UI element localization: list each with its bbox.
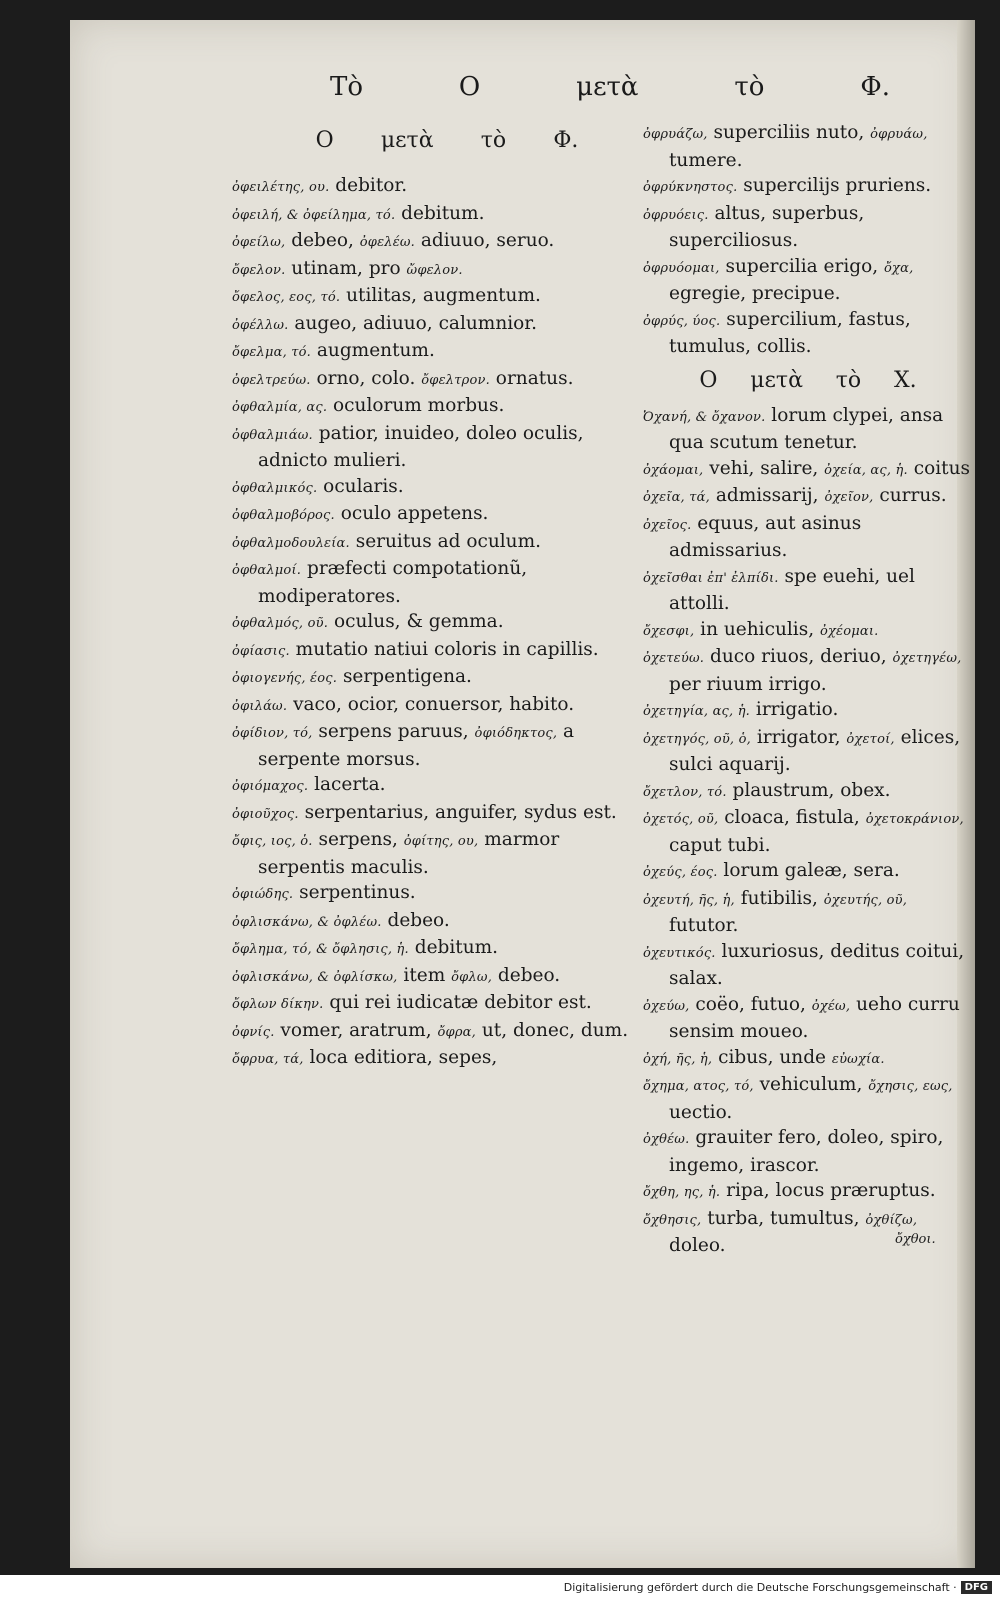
heading-word: μετὰ — [380, 128, 434, 153]
latin-gloss: qui rei iudicatæ debitor est. — [323, 992, 592, 1013]
latin-gloss: ueho curru sensim moueo. — [669, 993, 960, 1042]
latin-gloss: duco riuos, deriuo, — [704, 646, 893, 667]
greek-headword: ὄφλω, — [451, 969, 493, 985]
latin-gloss: cloaca, fistula, — [718, 807, 866, 828]
latin-gloss: equus, aut asinus admissarius. — [669, 512, 862, 561]
greek-headword: ὄφλων δίκην. — [232, 997, 324, 1012]
right-column — [643, 120, 973, 1259]
latin-gloss: debitum. — [395, 202, 485, 224]
running-head-word: Φ. — [860, 72, 890, 102]
latin-gloss: oculorum morbus. — [327, 395, 505, 416]
latin-gloss: fututor. — [669, 915, 739, 936]
latin-gloss: ut, donec, dum. — [475, 1019, 629, 1041]
greek-headword: ὀφθαλμία, ας. — [232, 400, 328, 415]
dictionary-entry — [232, 529, 632, 557]
latin-gloss: serpentarius, anguifer, sydus est. — [298, 801, 617, 823]
greek-headword: ὀφίασις. — [232, 643, 290, 659]
greek-headword: ὀχέω, — [811, 998, 851, 1014]
dictionary-entry — [643, 644, 973, 697]
dictionary-entry — [232, 692, 632, 720]
greek-headword: ὀφθαλμοδουλεία. — [232, 535, 350, 551]
latin-gloss: altus, superbus, superciliosus. — [669, 202, 865, 251]
latin-gloss: supercilium, fastus, tumulus, collis. — [669, 308, 911, 357]
latin-gloss: per riuum irrigo. — [669, 673, 827, 695]
greek-headword: ὀφιοῦχος. — [232, 806, 299, 822]
latin-gloss: vaco, ocior, conuersor, habito. — [287, 693, 575, 715]
dictionary-entry — [232, 772, 632, 800]
latin-gloss: uectio. — [669, 1101, 733, 1123]
dictionary-entry — [232, 256, 632, 284]
latin-gloss: debitum. — [408, 937, 499, 958]
greek-headword: ὀχεῖα, τά, — [643, 490, 710, 505]
running-head-word: Ο — [458, 72, 481, 102]
latin-gloss: coëo, futuo, — [689, 993, 812, 1015]
greek-headword: ὀχετοκράνιον, — [865, 812, 964, 827]
greek-headword: ὀχθίζω, — [865, 1212, 918, 1228]
right-entry-list-bottom — [643, 403, 973, 1259]
heading-word: Φ. — [553, 128, 579, 153]
greek-headword: ὀχεύς, έος. — [643, 865, 718, 880]
footer-bar — [0, 1575, 1000, 1599]
heading-word: Χ. — [893, 367, 917, 393]
greek-headword: ὀφρύκνηστος. — [643, 180, 738, 195]
dictionary-entry — [643, 617, 973, 645]
greek-headword: ὀφθαλμός, οῦ. — [232, 616, 329, 631]
greek-headword: ὀφίτης, ου, — [403, 834, 479, 849]
dictionary-entry — [232, 421, 632, 474]
latin-gloss: loca editiora, sepes, — [303, 1047, 498, 1068]
latin-gloss: orno, colo. — [310, 367, 422, 389]
latin-gloss: debeo. — [492, 964, 561, 986]
latin-gloss: coitus — [907, 457, 970, 479]
dictionary-entry — [643, 120, 973, 173]
greek-headword: ὄφελον. — [232, 262, 286, 278]
latin-gloss: ornatus. — [489, 367, 574, 389]
latin-gloss: supercilijs pruriens. — [737, 175, 932, 196]
dictionary-entry — [643, 307, 973, 360]
greek-headword: ὀφέλλω. — [232, 317, 289, 333]
greek-headword: ὀφείλω, — [232, 235, 286, 250]
dictionary-entry — [232, 366, 632, 394]
greek-headword: ὀφθαλμιάω. — [232, 427, 313, 443]
greek-headword: εὐωχία. — [831, 1051, 885, 1067]
latin-gloss: irrigatio. — [750, 699, 839, 720]
greek-headword: ὄφελτρον. — [421, 372, 490, 388]
greek-headword: ὀχετοί, — [846, 731, 895, 747]
dictionary-entry — [643, 697, 973, 725]
dictionary-entry — [232, 311, 632, 339]
greek-headword: ὀχέομαι. — [819, 623, 879, 639]
dictionary-entry — [232, 880, 632, 908]
latin-gloss: currus. — [873, 485, 947, 506]
latin-gloss: superciliis nuto, — [707, 122, 871, 143]
dictionary-entry — [232, 173, 632, 201]
greek-headword: ὀφνίς. — [232, 1024, 275, 1040]
latin-gloss: vehiculum, — [753, 1074, 869, 1095]
dictionary-entry — [232, 556, 632, 609]
greek-headword: ὄφρυα, τά, — [232, 1052, 304, 1067]
dictionary-entry — [643, 564, 973, 617]
dictionary-entry — [232, 963, 632, 991]
greek-headword: ὄχησις, εως, — [868, 1079, 953, 1094]
dictionary-entry — [232, 474, 632, 502]
greek-headword: ὄχθη, ης, ἡ. — [643, 1185, 721, 1200]
greek-headword: ὀχή, ῆς, ἡ, — [643, 1051, 713, 1067]
greek-headword: ὀφθαλμοβόρος. — [232, 508, 335, 523]
dictionary-entry — [643, 778, 973, 806]
dfg-logo: DFG — [961, 1581, 992, 1594]
dictionary-entry — [232, 228, 632, 256]
greek-headword: ὀφιόδηκτος, — [474, 726, 558, 741]
latin-gloss: grauiter fero, doleo, spiro, ingemo, irascor. — [669, 1127, 944, 1176]
latin-gloss: admissarij, — [709, 485, 825, 506]
latin-gloss: præfecti compotationũ, modiperatores. — [258, 558, 528, 607]
heading-word: Ο — [699, 367, 718, 393]
running-head — [330, 72, 890, 102]
dictionary-entry — [232, 827, 632, 880]
greek-headword: ὀφειλέτης, ου. — [232, 180, 330, 195]
dictionary-entry — [643, 254, 973, 307]
heading-word: τὸ — [480, 128, 507, 153]
latin-gloss: utinam, pro — [285, 257, 407, 279]
dictionary-entry — [232, 664, 632, 692]
dictionary-entry — [232, 908, 632, 936]
greek-headword: ὄφελος, εος, τό. — [232, 290, 341, 305]
left-column — [232, 120, 632, 1073]
greek-headword: ὀφθαλμικός. — [232, 480, 318, 496]
latin-gloss: seruitus ad oculum. — [349, 530, 541, 552]
greek-headword: ὄφις, ιος, ὁ. — [232, 834, 313, 849]
greek-headword: ὀχετεύω. — [643, 651, 705, 666]
greek-headword: ὀφλισκάνω, & ὀφλίσκω, — [232, 969, 398, 985]
latin-gloss: lacerta. — [308, 774, 386, 795]
latin-gloss: in uehiculis, — [694, 618, 820, 640]
heading-word: Ο — [315, 128, 334, 153]
greek-headword: ὀχετηγός, οῦ, ὁ, — [643, 731, 751, 747]
greek-headword: ὀφειλή, & ὀφείλημα, τό. — [232, 207, 396, 223]
greek-headword: ὀφρύς, ύος. — [643, 313, 721, 329]
latin-gloss: vehi, salire, — [703, 457, 825, 479]
latin-gloss: serpentigena. — [337, 666, 472, 687]
dictionary-entry — [643, 992, 973, 1045]
dictionary-entry — [232, 990, 632, 1018]
latin-gloss: oculus, & gemma. — [328, 611, 504, 632]
greek-headword: ὀχεία, ας, ἡ. — [824, 462, 908, 478]
latin-gloss: a serpente morsus. — [258, 721, 575, 770]
section-heading-chi — [643, 368, 973, 393]
latin-gloss: debeo, — [285, 230, 360, 251]
heading-word: μετὰ — [750, 367, 803, 393]
dictionary-entry — [643, 483, 973, 511]
dictionary-entry — [232, 201, 632, 229]
dictionary-entry — [643, 1072, 973, 1125]
dictionary-entry — [643, 511, 973, 564]
latin-gloss: debitor. — [329, 175, 408, 196]
latin-gloss: egregie, precipue. — [669, 283, 841, 304]
greek-headword: ὀφρυόομαι, — [643, 260, 720, 276]
greek-headword: ὀχετηγία, ας, ἡ. — [643, 704, 751, 719]
latin-gloss: tumere. — [669, 149, 743, 171]
dictionary-entry — [643, 1045, 973, 1073]
greek-headword: ὀφρυόεις. — [643, 207, 709, 223]
greek-headword: ὀχετηγέω, — [892, 651, 962, 666]
latin-gloss: lorum clypei, ansa qua scutum tenetur. — [669, 404, 944, 453]
dictionary-entry — [232, 1045, 632, 1073]
dictionary-entry — [643, 1125, 973, 1178]
latin-gloss: lorum galeæ, sera. — [717, 860, 900, 881]
latin-gloss: spe euehi, uel attolli. — [669, 565, 915, 614]
catchword: ὄχθοι. — [895, 1232, 936, 1247]
dictionary-entry — [643, 456, 973, 484]
right-entry-list-top — [643, 120, 973, 360]
dictionary-entry — [643, 805, 973, 858]
latin-gloss: caput tubi. — [669, 834, 771, 856]
greek-headword: ὄχα, — [884, 260, 914, 276]
heading-word: τὸ — [835, 367, 862, 393]
dictionary-entry — [643, 201, 973, 254]
dictionary-entry — [232, 393, 632, 421]
dictionary-entry — [643, 403, 973, 456]
dictionary-entry — [232, 719, 632, 772]
greek-headword: ὤφελον. — [406, 262, 463, 278]
latin-gloss: irrigator, — [750, 726, 847, 748]
dictionary-entry — [643, 939, 973, 992]
latin-gloss: utilitas, augmentum. — [340, 285, 541, 306]
latin-gloss: ripa, locus præruptus. — [720, 1180, 936, 1201]
greek-headword: ὀφιώδης. — [232, 887, 294, 902]
latin-gloss: ocularis. — [317, 475, 404, 497]
greek-headword: ὀφελτρεύω. — [232, 372, 311, 388]
latin-gloss: serpens, — [312, 829, 404, 850]
dictionary-entry — [643, 886, 973, 939]
latin-gloss: plaustrum, obex. — [726, 779, 891, 801]
greek-headword: ὄχεσφι, — [643, 623, 695, 639]
latin-gloss: turba, tumultus, — [701, 1207, 866, 1229]
footer-text: Digitalisierung gefördert durch die Deutsche Forschungsgemeinschaft · — [563, 1580, 957, 1594]
dictionary-entry — [232, 609, 632, 637]
dictionary-entry — [232, 935, 632, 963]
latin-gloss: luxuriosus, deditus coitui, salax. — [669, 940, 965, 989]
greek-headword: ὄφελμα, τό. — [232, 345, 311, 360]
greek-headword: Ὀχανή, & ὄχανον. — [643, 409, 766, 425]
greek-headword: ὀχευτή, ῆς, ἡ, — [643, 892, 735, 908]
latin-gloss: debeo. — [381, 909, 450, 931]
latin-gloss: vomer, aratrum, — [274, 1019, 438, 1041]
latin-gloss: doleo. — [669, 1235, 726, 1256]
dictionary-entry — [643, 858, 973, 886]
greek-headword: ὀφθαλμοί. — [232, 563, 302, 578]
latin-gloss: augmentum. — [311, 340, 435, 361]
latin-gloss: cibus, unde — [712, 1046, 832, 1068]
running-head-word: τὸ — [734, 72, 765, 102]
greek-headword: ὄχθησις, — [643, 1212, 702, 1228]
latin-gloss: augeo, adiuuo, calumnior. — [288, 312, 537, 334]
latin-gloss: adiuuo, seruo. — [415, 230, 555, 251]
greek-headword: ὀχευτής, οῦ, — [823, 892, 908, 908]
greek-headword: ὀφίδιον, τό, — [232, 726, 313, 741]
greek-headword: ὄχετλον, τό. — [643, 784, 727, 800]
latin-gloss: item — [397, 964, 452, 986]
dictionary-entry — [232, 1018, 632, 1046]
latin-gloss: mutatio natiui coloris in capillis. — [289, 638, 599, 660]
greek-headword: ὀφρυάζω, — [643, 127, 708, 142]
dictionary-entry — [643, 725, 973, 778]
greek-headword: ὀφιόμαχος. — [232, 779, 309, 794]
greek-headword: ὀφλισκάνω, & ὀφλέω. — [232, 914, 382, 930]
dictionary-entry — [643, 1178, 973, 1206]
section-heading-phi — [232, 128, 632, 153]
left-entry-list — [232, 173, 632, 1073]
running-head-word: Τὸ — [330, 72, 363, 102]
dictionary-entry — [232, 637, 632, 665]
latin-gloss: patior, inuideo, doleo oculis, adnicto mulieri. — [258, 422, 584, 471]
greek-headword: ὀφιλάω. — [232, 698, 288, 714]
greek-headword: ὀφελέω. — [359, 235, 416, 250]
greek-headword: ὄχημα, ατος, τό, — [643, 1079, 754, 1094]
latin-gloss: oculo appetens. — [334, 503, 489, 524]
latin-gloss: marmor serpentis maculis. — [258, 829, 560, 878]
dictionary-entry — [232, 800, 632, 828]
dictionary-entry — [232, 338, 632, 366]
running-head-word: μετὰ — [576, 72, 639, 102]
latin-gloss: serpentinus. — [293, 882, 416, 903]
dictionary-entry — [232, 501, 632, 529]
greek-headword: ὀχεῖσθαι ἐπ' ἐλπίδι. — [643, 570, 779, 586]
greek-headword: ὀχεῖον, — [824, 490, 874, 505]
dictionary-entry — [643, 173, 973, 201]
greek-headword: ὀχθέω. — [643, 1132, 690, 1147]
greek-headword: ὀχεῖος. — [643, 517, 692, 533]
greek-headword: ὀφρυάω, — [870, 127, 928, 142]
dictionary-entry — [232, 283, 632, 311]
greek-headword: ὄφλημα, τό, & ὄφλησις, ἡ. — [232, 942, 409, 957]
latin-gloss: futibilis, — [734, 887, 824, 909]
greek-headword: ὀφιογενής, έος. — [232, 671, 338, 686]
greek-headword: ὀχεύω, — [643, 998, 690, 1014]
greek-headword: ὄφρα, — [437, 1024, 476, 1040]
greek-headword: ὀχετός, οῦ, — [643, 812, 719, 827]
latin-gloss: serpens paruus, — [312, 721, 475, 742]
latin-gloss: elices, sulci aquarij. — [669, 726, 961, 775]
greek-headword: ὀχευτικός. — [643, 945, 716, 961]
latin-gloss: supercilia erigo, — [719, 255, 884, 277]
greek-headword: ὀχάομαι, — [643, 462, 704, 478]
